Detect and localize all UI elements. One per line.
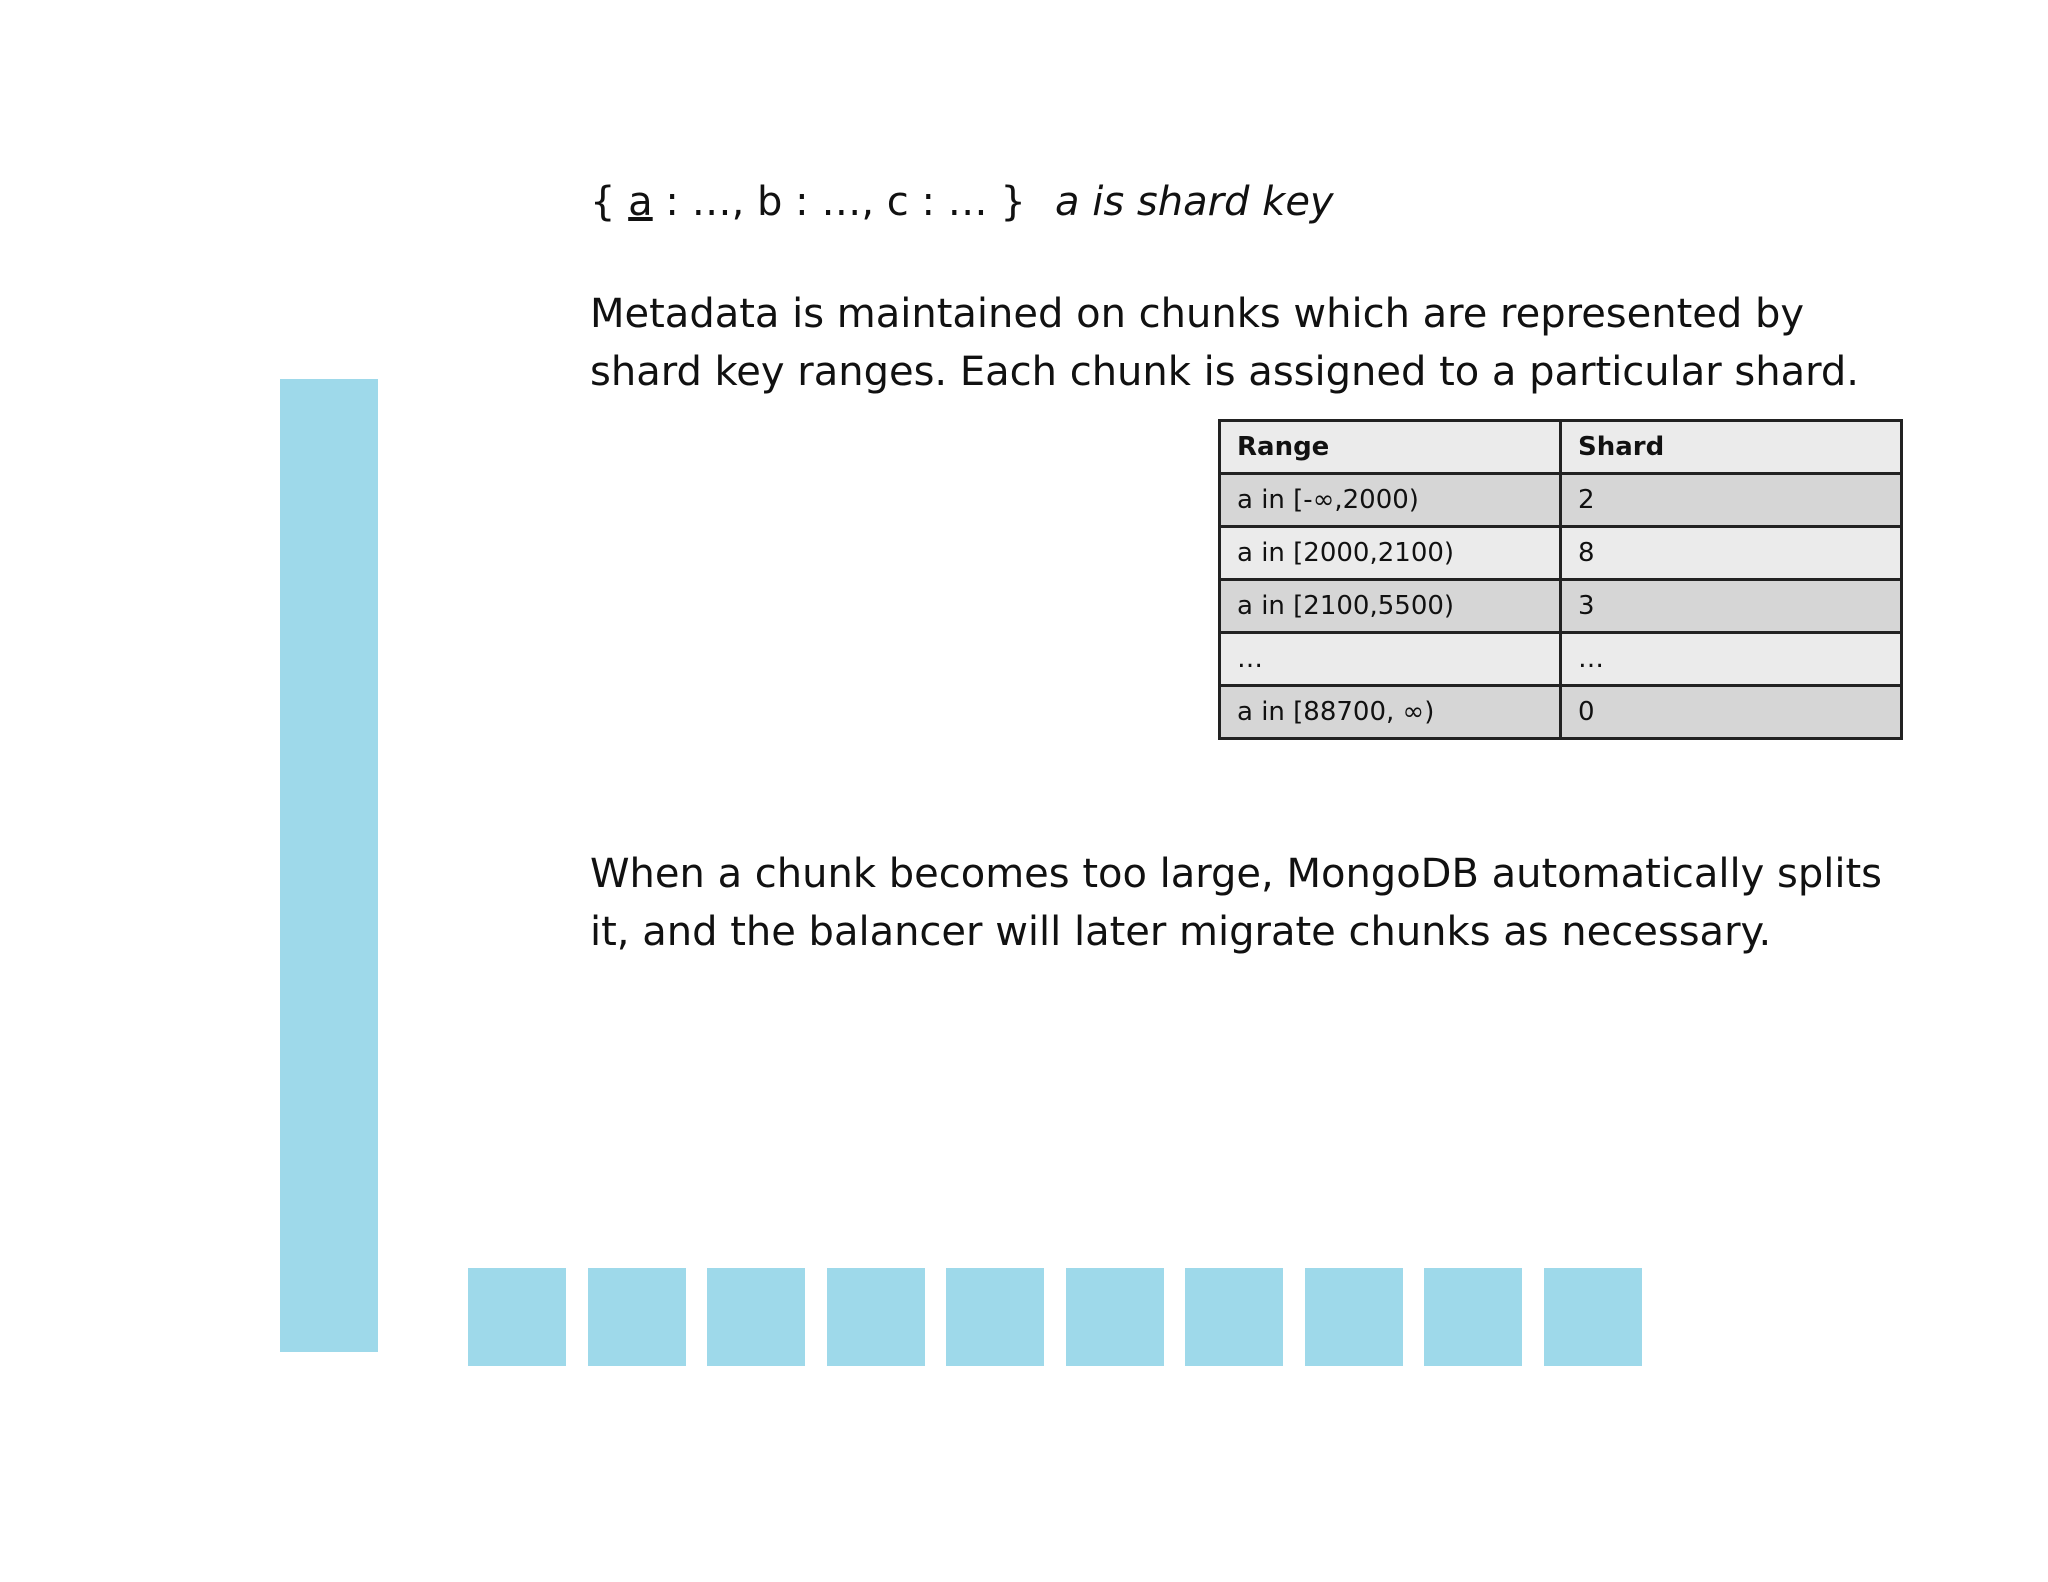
table-row [1220, 686, 1902, 739]
shard-cell: … [1561, 633, 1902, 686]
table-row [1220, 633, 1902, 686]
chunk-square [468, 1268, 566, 1366]
chunk-square [707, 1268, 805, 1366]
chunk-square [1544, 1268, 1642, 1366]
metadata-paragraph: Metadata is maintained on chunks which are represented by shard key ranges. Each chunk is assigned to a particular shard. [590, 291, 1859, 395]
chunk-square [946, 1268, 1044, 1366]
shard-cell: 2 [1561, 474, 1902, 527]
table-row [1220, 580, 1902, 633]
range-cell: a in [-∞,2000) [1220, 474, 1561, 527]
header-range: Range [1220, 421, 1561, 474]
range-cell: a in [2100,5500) [1220, 580, 1561, 633]
doc-shard-key-field: a [628, 179, 653, 225]
table-row [1220, 527, 1902, 580]
chunk-range-table [1218, 419, 1903, 740]
chunk-square [1424, 1268, 1522, 1366]
shard-cell: 8 [1561, 527, 1902, 580]
range-cell: a in [2000,2100) [1220, 527, 1561, 580]
shard-cell: 3 [1561, 580, 1902, 633]
chunk-square [588, 1268, 686, 1366]
range-cell: … [1220, 633, 1561, 686]
table-row [1220, 474, 1902, 527]
shard-cell: 0 [1561, 686, 1902, 739]
chunk-square [1305, 1268, 1403, 1366]
table-header-row [1220, 421, 1902, 474]
chunk-square [1185, 1268, 1283, 1366]
chunk-square [827, 1268, 925, 1366]
document-example [590, 172, 1026, 232]
header-shard: Shard [1561, 421, 1902, 474]
doc-rest: : …, b : …, c : … } [652, 179, 1026, 225]
shard-key-note: a is shard key [1055, 179, 1334, 225]
chunk-square [1066, 1268, 1164, 1366]
doc-open: { [590, 179, 629, 225]
range-cell: a in [88700, ∞) [1220, 686, 1561, 739]
split-balance-paragraph: When a chunk becomes too large, MongoDB automatically splits it, and the balancer will later migrate chunks as necessary. [590, 851, 1883, 955]
key-range-bar [280, 379, 378, 1352]
